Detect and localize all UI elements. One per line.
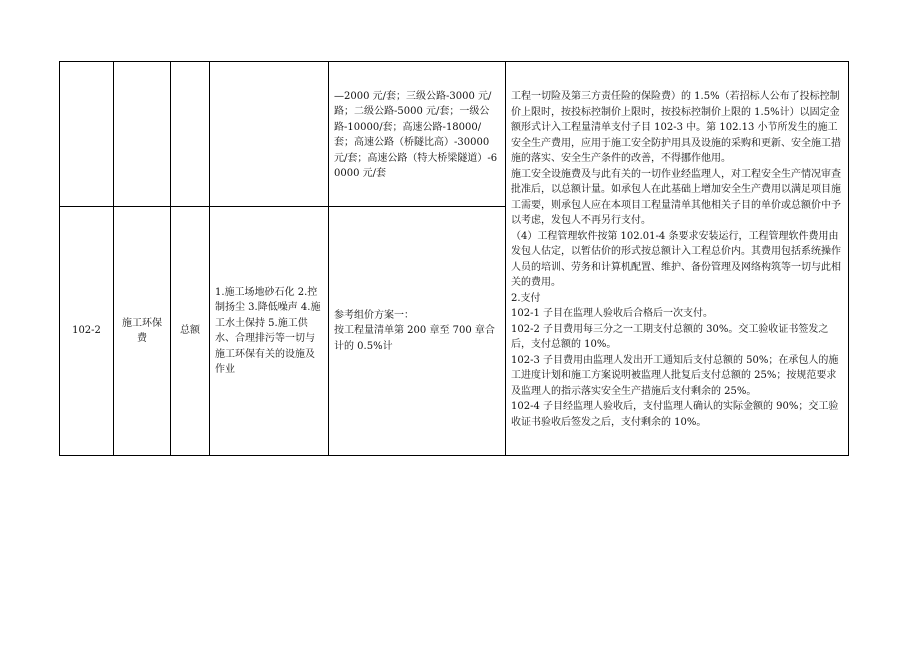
note-paragraph: （4）工程管理软件按第 102.01-4 条要求安装运行，工程管理软件费用由发包人估定，以暂估价的形式按总额计入工程总价内。其费用包括系统操作人员的培训、劳务和计算机配置、维护、备份管理及网络构筑等一切与此相关的费用。: [511, 230, 841, 288]
item-code-cell: [60, 62, 114, 207]
note-paragraph: 施工安全设施费及与此有关的一切作业经监理人，对工程安全生产情况审查批准后，以总额计量。如承包人在此基础上增加安全生产费用以满足项目施工需要，则承包人应在本项目工程量清单其他相关子目的单价或总额价中予以考虑，发包人不再另行支付。: [511, 168, 841, 226]
work-content-cell: [210, 62, 329, 207]
measurement-payment-notes-cell: [506, 62, 849, 456]
note-paragraph: 102-2 子目费用每三分之一工期支付总额的 30%。交工验收证书签发之后，支付总额的 10%。: [511, 323, 829, 350]
note-paragraph: 102-4 子目经监理人验收后，支付监理人确认的实际金额的 90%；交工验收证书验收后签发之后，支付剩余的 10%。: [511, 401, 839, 428]
item-name-cell: [114, 62, 171, 207]
unit-cell: [171, 62, 210, 207]
note-heading: 2.支付: [511, 292, 541, 304]
item-name-cell: 施工环保费: [114, 207, 171, 456]
price-plan-cell: [329, 207, 506, 456]
price-plan-text: —2000 元/套；三级公路-3000 元/路；二级公路-5000 元/套；一级公路-10000/套；高速公路-18000/套；高速公路（桥隧比高）-30000 元/套；高速公路（特大桥梁隧道）-60000 元/套: [334, 90, 498, 179]
work-content-cell: [210, 207, 329, 456]
table-row: [60, 62, 849, 207]
price-plan-text: 按工程量清单第 200 章至 700 章合计的 0.5%计: [334, 325, 495, 352]
specification-table: [59, 61, 849, 456]
price-plan-heading: 参考组价方案一：: [334, 309, 414, 321]
price-plan-cell: [329, 62, 506, 207]
work-content-text: 1.施工场地砂石化 2.控制扬尘 3.降低噪声 4.施工水土保持 5.施工供水、合理排污等一切与施工环保有关的设施及作业: [215, 286, 321, 375]
note-paragraph: 102-3 子目费用由监理人发出开工通知后支付总额的 50%；在承包人的施工进度计划和施工方案说明被监理人批复后支付总额的 25%；按规范要求及监理人的指示落实安全生产措施后支付剩余的 25%。: [511, 354, 839, 397]
note-paragraph: 102-1 子目在监理人验收后合格后一次支付。: [511, 308, 714, 319]
item-code-cell: 102-2: [60, 207, 114, 456]
unit-cell: 总额: [171, 207, 210, 456]
note-paragraph: 工程一切险及第三方责任险的保险费）的 1.5%（若招标人公布了投标控制价上限时，按投标控制价上限时，按投标控制价上限的 1.5%计）以固定金额形式计入工程量清单支付子目 102-3 中。第 102.13 小节所发生的施工安全生产费用，应用于施工安全防护用具及设施的采购和更新、安全施工措施的落实、安全生产条件的改善，不得挪作他用。: [511, 91, 841, 164]
